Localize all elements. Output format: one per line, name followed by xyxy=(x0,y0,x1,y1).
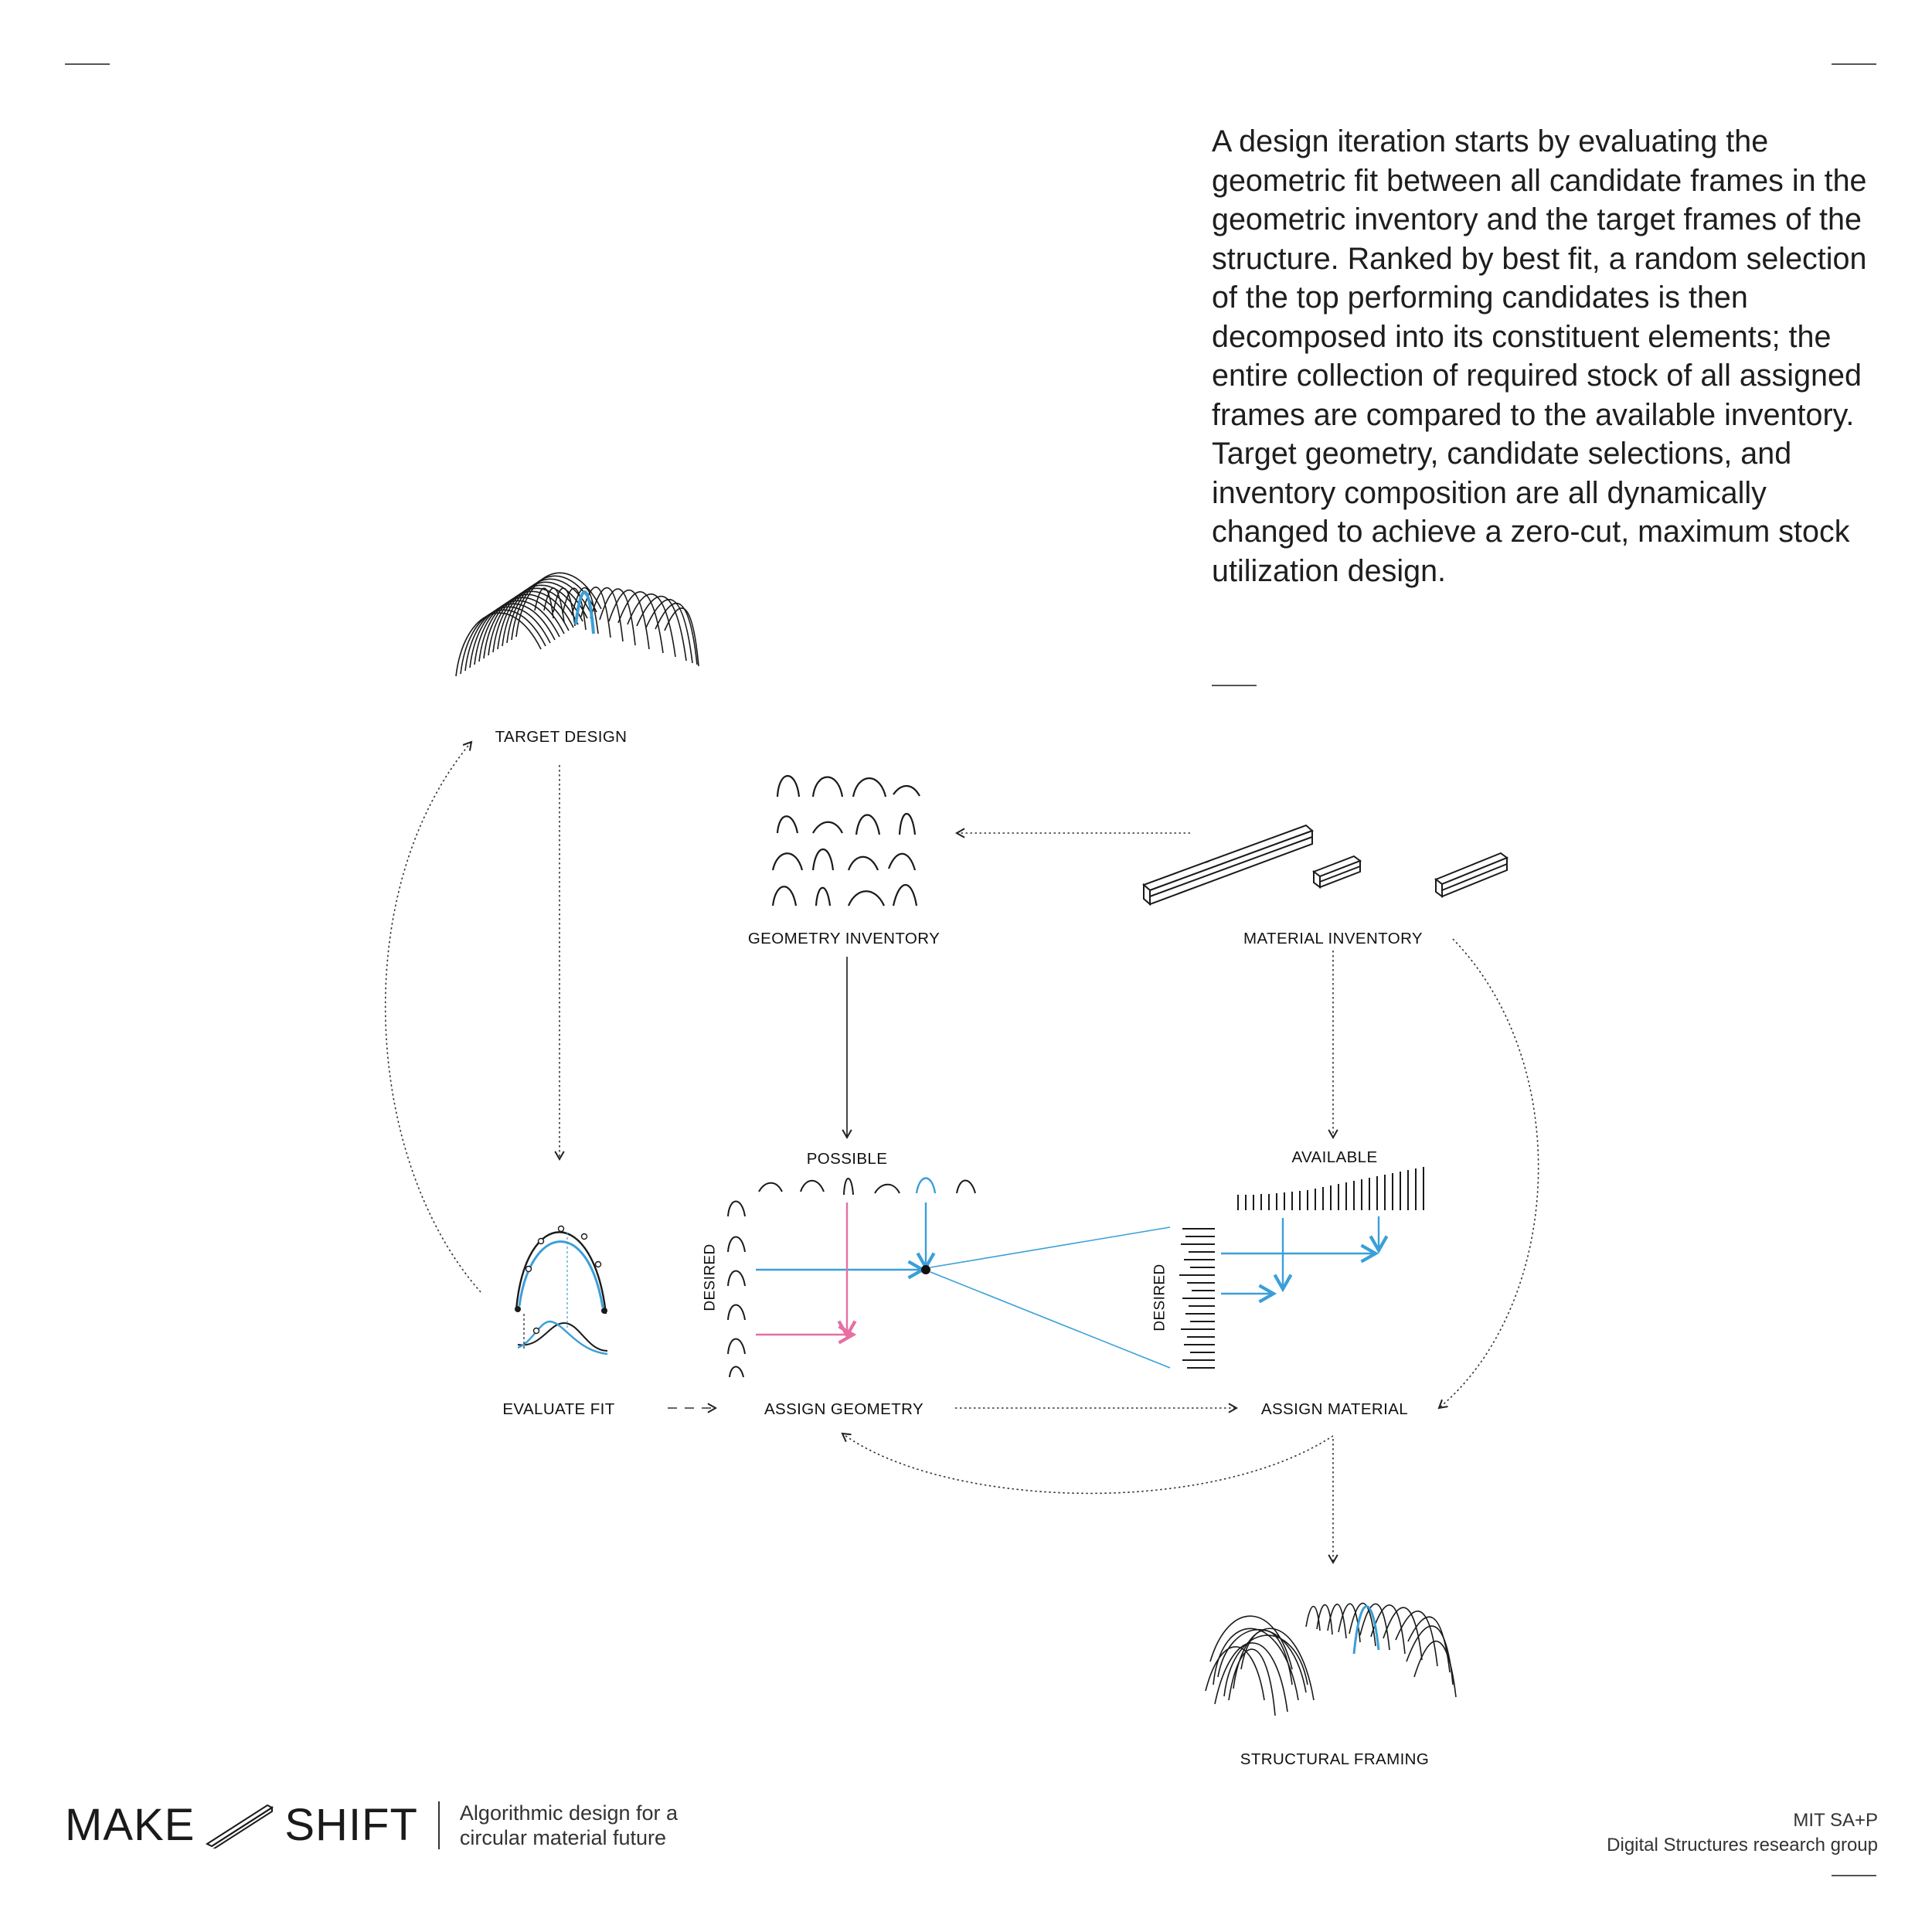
assign-geometry-arrows xyxy=(756,1202,926,1335)
structural-framing-illustration xyxy=(1206,1604,1456,1716)
evaluate-fit-illustration xyxy=(515,1226,607,1355)
beam-short xyxy=(1314,856,1360,887)
beam-long xyxy=(1144,825,1312,904)
target-design-illustration xyxy=(456,573,699,676)
material-inventory-beams xyxy=(1144,825,1507,904)
label-desired-geometry: DESIRED xyxy=(702,1243,719,1311)
framing-highlight-frame xyxy=(1354,1607,1379,1654)
assign-material-arrows xyxy=(1221,1216,1379,1294)
credit-line1: MIT SA+P xyxy=(1793,1810,1878,1831)
framing-left-cluster xyxy=(1206,1616,1314,1716)
credit-block xyxy=(1607,1808,1878,1858)
selected-candidate-point xyxy=(921,1265,930,1274)
brand-word-shift: SHIFT xyxy=(284,1800,418,1850)
label-desired-material: DESIRED xyxy=(1151,1264,1168,1332)
label-geometry-inventory: GEOMETRY INVENTORY xyxy=(747,930,940,947)
label-assign-material: ASSIGN MATERIAL xyxy=(1260,1400,1409,1418)
label-target-design: TARGET DESIGN xyxy=(495,728,628,746)
intro-paragraph: A design iteration starts by evaluating the geometric fit between all candidate frames in the geometric inventory and the target frames of the structure. Ranked by best fit, a random selection of the top performing candidates is then decomposed into its constituent elements; the entire collection of required stock of all assigned frames are compared to the available inventory. Target geometry, candidate selections, and inventory composition are all dynamically changed to achieve a zero-cut, maximum stock utilization design. xyxy=(1212,124,1867,588)
brand-tagline-line2: circular material future xyxy=(459,1825,667,1849)
brand-tagline-line1: Algorithmic design for a xyxy=(459,1801,679,1825)
geometry-inventory-grid xyxy=(773,776,920,906)
desired-column-arches xyxy=(728,1202,745,1378)
target-right-vault xyxy=(535,587,699,666)
label-possible: POSSIBLE xyxy=(806,1150,888,1168)
brand-divider xyxy=(438,1801,440,1849)
possible-row-arches xyxy=(759,1179,975,1196)
brand-tagline xyxy=(460,1801,678,1850)
credit-line2: Digital Structures research group xyxy=(1607,1835,1878,1855)
available-stock-bars xyxy=(1238,1167,1423,1210)
decompose-lines xyxy=(930,1227,1170,1368)
loop-evaluate-to-target xyxy=(386,742,481,1292)
desired-stock-bars xyxy=(1179,1229,1215,1368)
beam-medium xyxy=(1436,853,1507,896)
loop-material-inventory-to-assign-material xyxy=(1439,939,1539,1408)
label-evaluate-fit: EVALUATE FIT xyxy=(502,1400,615,1418)
brand-lockup xyxy=(65,1799,678,1851)
brand-word-make: MAKE xyxy=(65,1800,196,1850)
label-available: AVAILABLE xyxy=(1291,1148,1378,1166)
brand-beam-icon xyxy=(202,1802,277,1849)
framing-right-cluster xyxy=(1306,1604,1456,1697)
target-left-vault xyxy=(456,573,601,676)
label-structural-framing: STRUCTURAL FRAMING xyxy=(1240,1750,1430,1768)
label-material-inventory: MATERIAL INVENTORY xyxy=(1243,930,1423,947)
loop-assign-material-to-assign-geometry xyxy=(842,1434,1333,1493)
label-assign-geometry: ASSIGN GEOMETRY xyxy=(764,1400,924,1418)
